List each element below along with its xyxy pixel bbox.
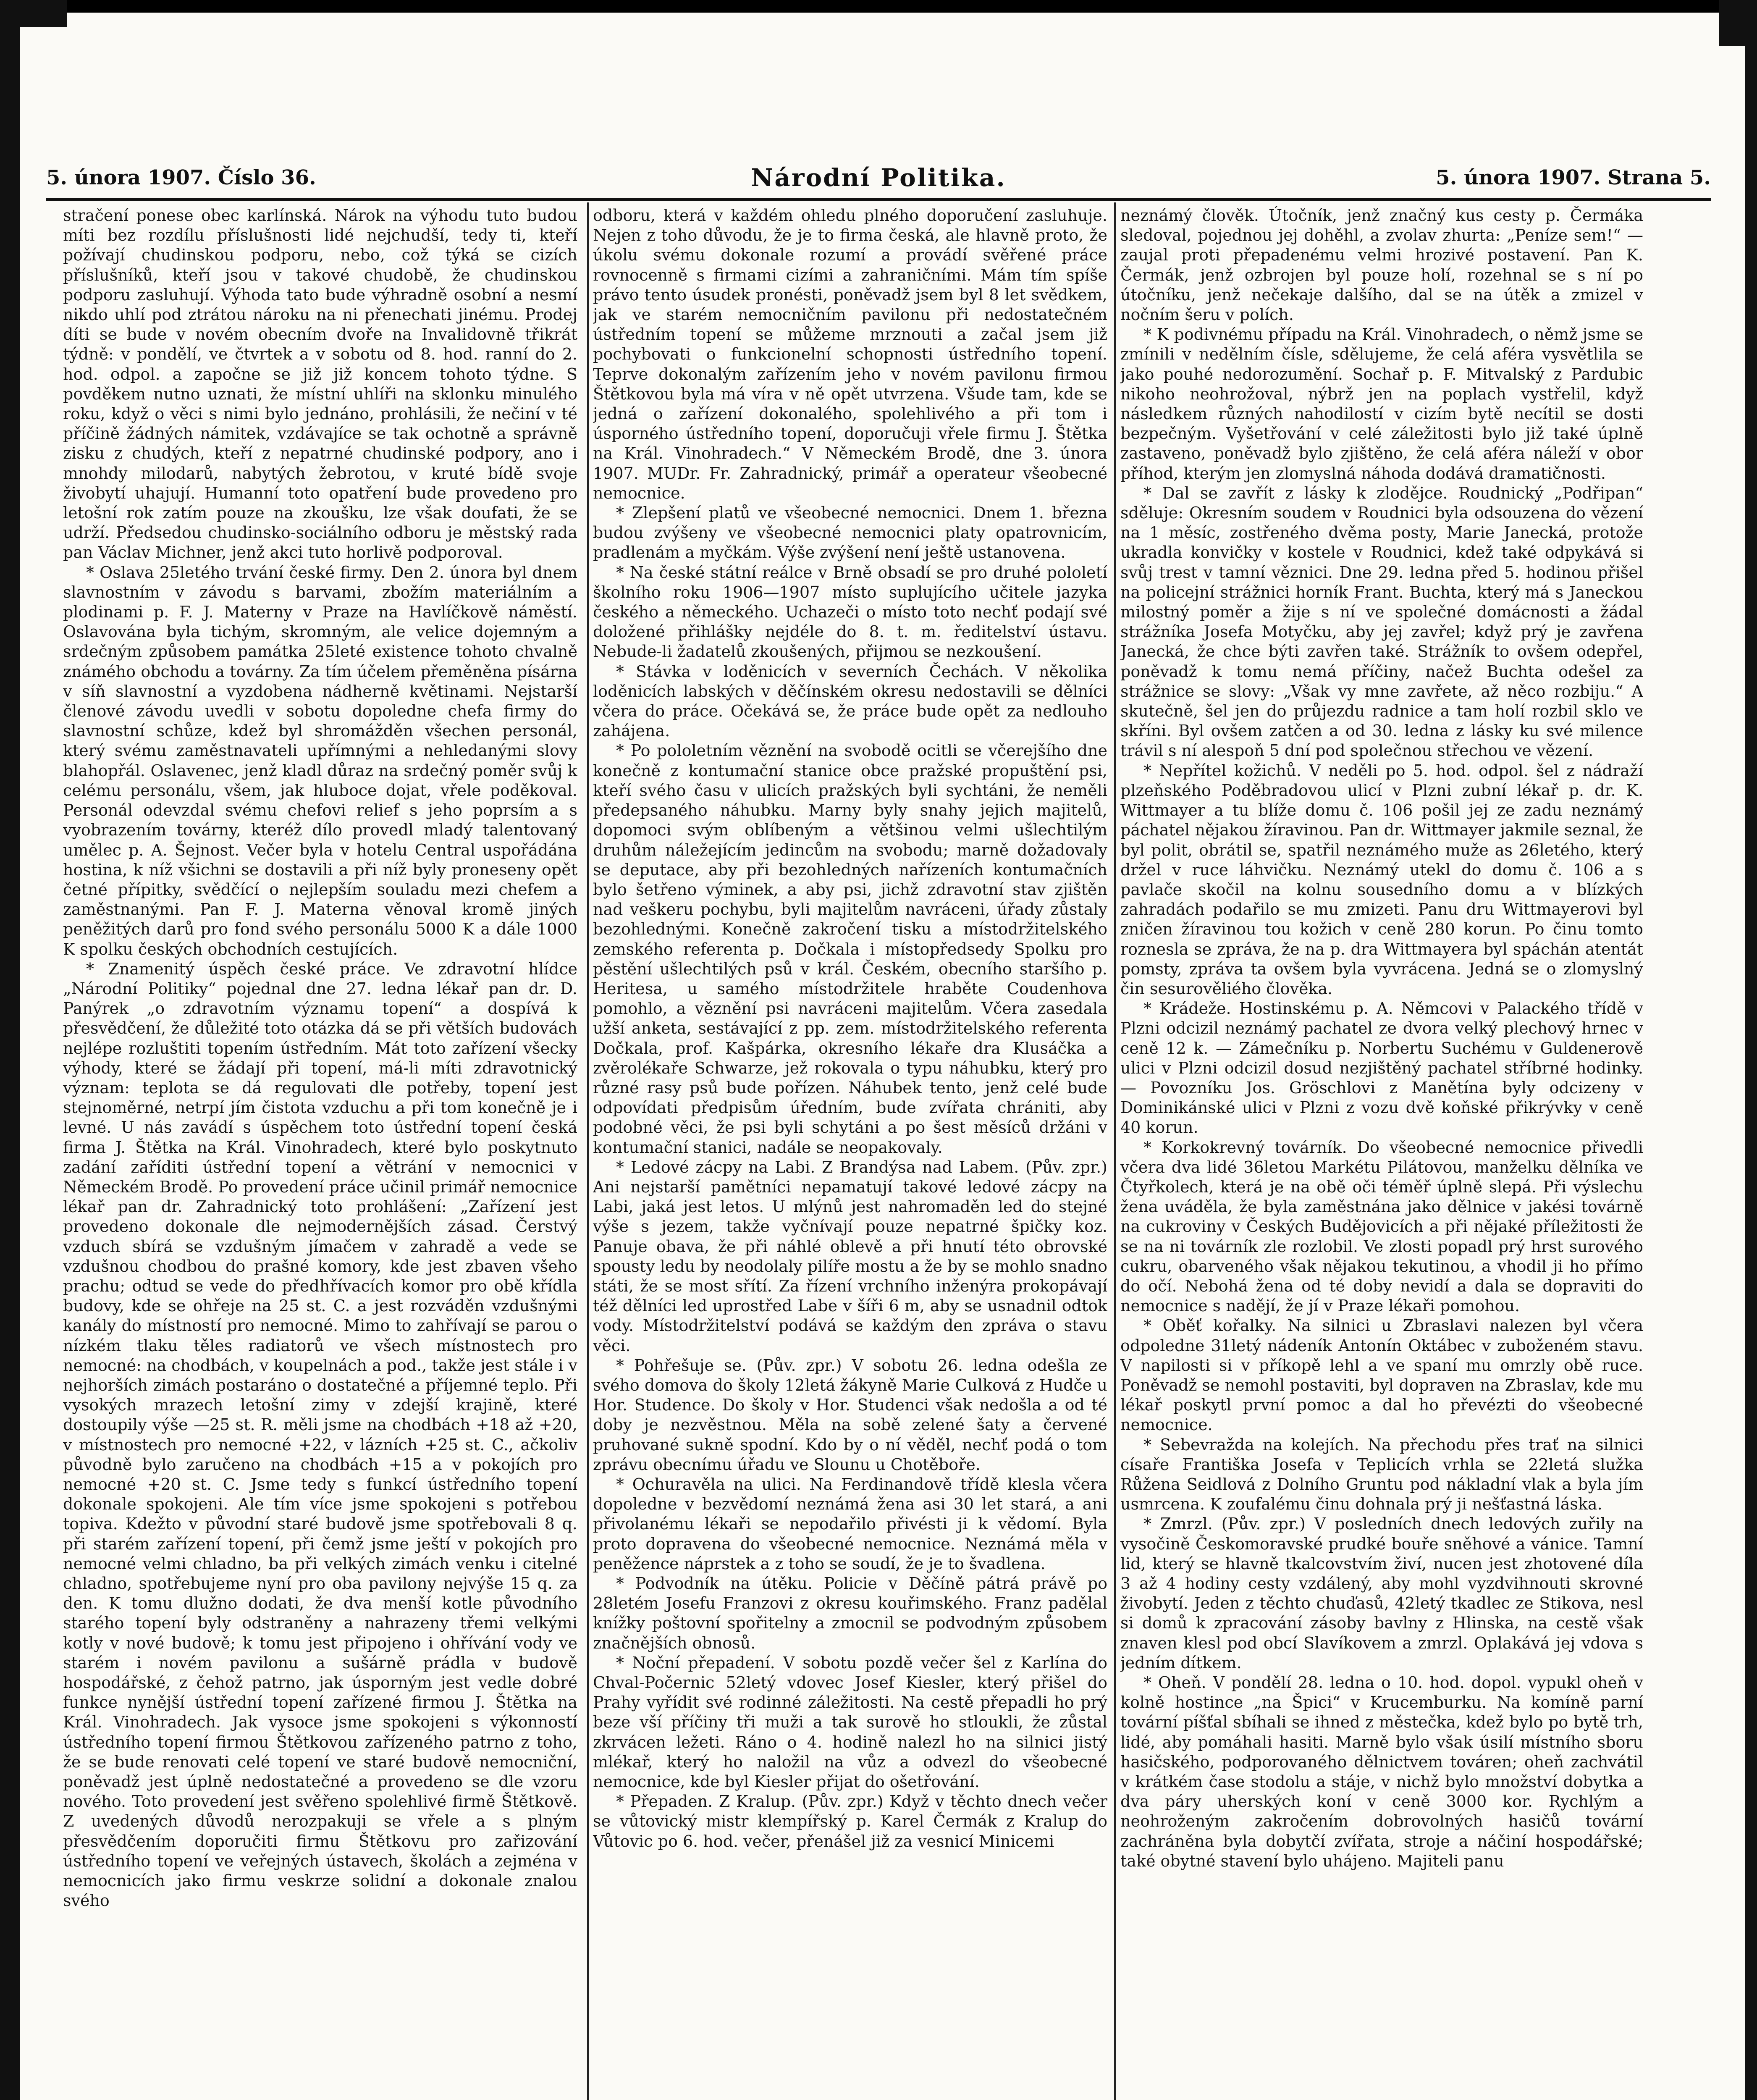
article-paragraph: * Noční přepadení. V sobotu pozdě večer šel z Karlína do Chval-Počernic 52letý vdovec Josef Kiesler, který přišel do Prahy vyřídit své rodinné záležitosti. Na cestě přepadli ho prý beze vší příčiny tři muži a tak surově ho stloukli, že zůstal zkrvácen ležeti. Ráno o 4. hodině nalezl ho na silnici jistý mlékař, který ho naložil na vůz a odvezl do všeobecné nemocnice, kde byl Kiesler přijat do ošetřování. bbox=[593, 1653, 1107, 1791]
scan-corner-mark bbox=[0, 0, 67, 27]
article-paragraph: odboru, která v každém ohledu plného doporučení zasluhuje. Nejen z toho důvodu, že je to firma česká, ale hlavně proto, že úkolu svému dokonale rozumí a provádí svěřené práce rovnocenně s firmami cizími a zahraničními. Mám tím spíše právo tento úsudek pronésti, poněvadž jsem byl 8 let svědkem, jak ve starém nemocničním pavilonu při nedostatečném ústředním topení se můžeme mrznouti a začal jsem již pochybovati o funkcionelní schopnosti ústředního topení. Teprve dokonalým zařízením jeho v novém pavilonu firmou Štětkovou byla má víra v ně opět utvrzena. Všude tam, kde se jedná o zařízení dokonalého, spolehlivého a při tom i úsporného ústředního topení, doporučuji vřele firmu J. Štětka na Král. Vinohradech.“ V Německém Brodě, dne 3. února 1907. MUDr. Fr. Zahradnický, primář a operateur všeobecné nemocnice. bbox=[593, 206, 1107, 502]
header-rule bbox=[46, 198, 1711, 201]
article-paragraph: * K podivnému případu na Král. Vinohradech, o němž jsme se zmínili v nedělním čísle, sdělujeme, že celá aféra vysvětlila se jako pouhé nedorozumění. Sochař p. F. Mitvalský z Pardubic nikoho neohrožoval, nýbrž jen na poplach vystřelil, když následkem různých nahodilostí v cizím bytě necítil se dosti bezpečným. Vyšetřování v celé záležitosti bylo již také úplně zastaveno, poněvadž bylo zjištěno, že celá aféra náleží v obor příhod, kterým jen zlomyslná náhoda dodává dramatičnosti. bbox=[1120, 325, 1643, 483]
article-paragraph: * Pohřešuje se. (Pův. zpr.) V sobotu 26. ledna odešla ze svého domova do školy 12letá žákyně Marie Culková z Hudče u Hor. Studence. Do školy v Hor. Studenci však nedošla a od té doby je nezvěstnou. Měla na sobě zelené šaty a červené pruhované sukně spodní. Kdo by o ní věděl, nechť podá o tom zprávu obecnímu úřadu ve Slounu u Chotěboře. bbox=[593, 1356, 1107, 1474]
article-paragraph: * Stávka v loděnicích v severních Čechách. V několika loděnicích labských v děčínském okresu nedostavili se dělníci včera do práce. Očekává se, že práce bude opět za nedlouho zahájena. bbox=[593, 662, 1107, 740]
scan-border-left bbox=[0, 0, 20, 2100]
article-paragraph: * Znamenitý úspěch české práce. Ve zdravotní hlídce „Národní Politiky“ pojednal dne 27. ledna lékař pan dr. D. Panýrek „o zdravotním významu topení“ a dospívá k přesvědčení, že důležité toto otázka dá se při větších budovách nejlépe rozluštiti topením ústředním. Mát toto zařízení všecky výhody, které se žádají při topení, má-li míti zdravotnický význam: teplota se dá regulovati dle potřeby, topení jest stejnoměrné, netrpí jím čistota vzduchu a při tom konečně je i levné. U nás zavádí s úspěchem toto ústřední topení česká firma J. Štětka na Král. Vinohradech, které bylo poskytnuto zadání zaříditi ústřední topení a větrání v nemocnici v Německém Brodě. Po provedení práce učinil primář nemocnice lékař pan dr. Zahradnický toto prohlášení: „Zařízení jest provedeno dokonale dle nejmodernějších zásad. Čerstvý vzduch sbírá se vzdušným jímačem v zahradě a vede se vzdušnou chodbou do prašné komory, kde jest zbaven všeho prachu; odtud se vede do předhřívacích komor pro obě křídla budovy, kde se ohřeje na 25 st. C. a jest rozváděn vzdušnými kanály do místností pro nemocné. Mimo to zahřívají se parou o nízkém tlaku těles radiatorů ve všech místnostech pro nemocné: na chodbách, v koupelnách a pod., takže jest stále i v nejhorších zimách postaráno o dostatečné a příjemné teplo. Při vysokých mrazech letošní zimy v zdejší krajině, které dostoupily výše —25 st. R. měli jsme na chodbách +18 až +20, v místnostech pro nemocné +22, v lázních +25 st. C., ačkoliv původně bylo zaručeno na chodbách +15 a v pokojích pro nemocné +20 st. C. Jsme tedy s funkcí ústředního topení dokonale spokojeni. Ale tím více jsme spokojeni s potřebou topiva. Kdežto v původní staré budově jsme spotřebovali 8 q. při starém zařízení topení, při čemž jsme ještí v pokojích pro nemocné velmi chladno, ba při velkých zimách venku i citelné chladno, spotřebujeme nyní pro oba pavilony nejvýše 15 q. za den. K tomu dlužno dodati, že dva menší kotle původního starého topení byly odstraněny a nahrazeny třemi velkými kotly v nové budově; k tomu jest připojeno i ohřívání vody ve starém i novém pavilonu a sušárně prádla v budově hospodářské, z čehož patrno, jak úsporným jest vedle dobré funkce nynější ústřední topení zařízené firmou J. Štětka na Král. Vinohradech. Jak vysoce jsme spokojeni s výkonností ústředního topení firmou Štětkovou zařízeného patrno z toho, že se bude renovati celé topení ve staré budově nemocniční, poněvadž jest úplně nedostatečné a provedeno se dle vzoru nového. Toto provedení jest svěřeno spolehlivé firmě Štětkově. Z uvedených důvodů nerozpakuji se vřele a s plným přesvědčením doporučiti firmu Štětkovu pro zařizování ústředního topení ve veřejných ústavech, školách a zejména v nemocnicích jako firmu veskrze solidní a dokonale znalou svého bbox=[63, 959, 577, 1910]
article-paragraph: * Sebevražda na kolejích. Na přechodu přes trať na silnici císaře Františka Josefa v Teplicích vrhla se 22letá služka Růžena Seidlová z Dolního Gruntu pod nákladní vlak a byla jím usmrcena. K zoufalému činu dohnala prý ji nešťastná láska. bbox=[1120, 1435, 1643, 1514]
article-paragraph: * Oslava 25letého trvání české firmy. Den 2. února byl dnem slavnostním v závodu s barvami, zbožím materiálním a plodinami p. F. J. Materny v Praze na Havlíčkově náměstí. Oslavována byla tichým, skromným, ale velice dojemným a srdečným způsobem památka 25leté existence tohoto chvalně známého obchodu a továrny. Za tím účelem přeměněna písárna v síň slavnostní a vyzdobena nádherně květinami. Nejstarší členové závodu uvedli v sobotu dopoledne chefa firmy do slavnostní schůze, kdež byl shromážděn všechen personál, který svému zaměstnavateli upřímnými a nehledanými slovy blahopřál. Oslavenec, jenž kladl důraz na srdečný poměr svůj k celému personálu, všem, jak hluboce dojat, vřele poděkoval. Personál odevzdal svému chefovi relief s jeho poprsím a s vyobrazením továrny, kteréž dílo provedl mladý talentovaný umělec p. A. Šejnost. Večer byla v hotelu Central uspořádána hostina, k níž všichni se dostavili a při níž byly proneseny opět četné přípitky, svědčící o nejlepším souladu mezi chefem a zaměstnanými. Pan F. J. Materna věnoval kromě jiných peněžitých darů pro fond svého personálu 5000 K a dále 1000 K spolku českých obchodních cestujících. bbox=[63, 563, 577, 958]
article-paragraph: * Přepaden. Z Kralup. (Pův. zpr.) Když v těchto dnech večer se vůtovický mistr klempířský p. Karel Čermák z Kralup do Vůtovic po 6. hod. večer, přenášel již za vesnicí Minicemi bbox=[593, 1792, 1107, 1851]
header-date-page: 5. února 1907. Strana 5. bbox=[1436, 166, 1711, 189]
article-paragraph: * Krádeže. Hostinskému p. A. Němcovi v Palackého třídě v Plzni odcizil neznámý pachatel ze dvora velký plechový hrnec v ceně 12 k. — Zámečníku p. Norbertu Suchému v Guldenerově ulici v Plzni odcizil dosud nezjištěný pachatel stříbrné hodinky. — Povozníku Jos. Gröschlovi z Manětína byly odcizeny v Dominikánské ulici v Plzni z vozu dvě koňské přikrývky v ceně 40 korun. bbox=[1120, 999, 1643, 1137]
column-2 bbox=[593, 206, 1107, 2100]
article-paragraph: * Ochuravěla na ulici. Na Ferdinandově třídě klesla včera dopoledne v bezvědomí neznámá žena asi 30 let stará, a ani přivolanému lékaři se nepodařilo přivésti ji k vědomí. Byla proto dopravena do všeobecné nemocnice. Neznámá měla v peněžence náprstek a z toho se soudí, že je to švadlena. bbox=[593, 1475, 1107, 1573]
article-paragraph: neznámý člověk. Útočník, jenž značný kus cesty p. Čermáka sledoval, pojednou jej dohěhl, a zvolav zhurta: „Peníze sem!“ — zaujal proti přepadenému velmi hrozivé postavení. Pan K. Čermák, jenž ozbrojen byl pouze holí, rozehnal se s ní po útočníku, jenž nečekaje dalšího, dal se na útěk a zmizel v nočním šeru v polích. bbox=[1120, 206, 1643, 324]
article-paragraph: * Oběť kořalky. Na silnici u Zbraslavi nalezen byl včera odpoledne 31letý nádeník Antonín Oktábec v zuboženém stavu. V napilosti si v příkopě lehl a ve spaní mu omrzly obě ruce. Poněvadž se nemohl postaviti, byl dopraven na Zbraslav, kde mu lékař poskytl první pomoc a dal ho převézti do všeobecné nemocnice. bbox=[1120, 1316, 1643, 1434]
article-paragraph: * Oheň. V pondělí 28. ledna o 10. hod. dopol. vypukl oheň v kolně hostince „na Špici“ v Krucemburku. Na komíně parní tovární píšťal sbíhali se ihned z městečka, kdež bylo po bytě trh, lidé, aby pomáhali hasiti. Marně bylo však úsilí místního sboru hasičského, podporovaného dělnictvem továren; oheň zachvátil v krátkém čase stodolu a stáje, v nichž bylo množství dobytka a dva páry uherských koní v ceně 3000 kor. Rychlým a neohroženým zakročením dobrovolných hasičů tovární zachráněna byla dobytčí zvířata, stroje a náčiní hospodářské; také obytné stavení bylo uhájeno. Majiteli panu bbox=[1120, 1673, 1643, 1870]
article-paragraph: * Ledové zácpy na Labi. Z Brandýsa nad Labem. (Pův. zpr.) Ani nejstarší pamětníci nepamatují takové ledové zácpy na Labi, jaká jest letos. U mlýnů jest nahromaděn led do stejné výše s jezem, takže vyčnívají pouze nepatrné špičky koz. Panuje obava, že při náhlé oblevě a při hnutí této obrovské spousty ledu by neodolaly pilíře mostu a že by se mohlo snadno státi, že se most sřítí. Za řízení vrchního inženýra prokopávají též dělníci led uprostřed Labe v šíři 6 m, aby se usnadnil odtok vody. Místodržitelství podává se každým den zpráva o stavu věci. bbox=[593, 1158, 1107, 1355]
article-paragraph: * Zmrzl. (Pův. zpr.) V posledních dnech ledových zuřily na vysočině Českomoravské prudké bouře sněhové a vánice. Tamní lid, který se hlavně tkalcovstvím živí, nucen jest zhotovené díla 3 až 4 hodiny cesty vzdálený, aby mohl vyzdvihnouti skrovné živobytí. Jeden z těchto chuďasů, 42letý tkadlec ze Stikova, nesl si domů k zpracování zásoby bavlny z Hlinska, na cestě však znaven klesl pod obcí Slavíkovem a zmrzl. Oplakává jej vdova s jedním dítkem. bbox=[1120, 1515, 1643, 1672]
article-paragraph: * Nepřítel kožichů. V neděli po 5. hod. odpol. šel z nádraží plzeňského Poděbradovou ulicí v Plzni zubní lékař p. dr. K. Wittmayer a tu blíže domu č. 106 pošil jej ze zadu neznámý páchatel nějakou žíravinou. Pan dr. Wittmayer jakmile seznal, že byl polit, obrátil se, spatřil neznámého muže as 26letého, který držel v ruce láhvičku. Neznámý utekl do domu č. 106 a s pavlače skočil na kolnu sousedního domu a v blízkých zahradách podařilo se mu zmizeti. Panu dru Wittmayerovi byl zničen žíravinou tou kožich v ceně 280 korun. Po činu tomto roznesla se zpráva, že na p. dra Wittmayera byl spáchán atentát pomsty, zpráva ta ovšem byla vyvrácena. Jedná se o zlomyslný čin sesurověliého člověka. bbox=[1120, 761, 1643, 998]
masthead-title: Národní Politika. bbox=[751, 163, 1006, 192]
scan-corner-mark bbox=[1719, 0, 1757, 46]
article-paragraph: * Po pololetním věznění na svobodě ocitli se včerejšího dne konečně z kontumační stanice obce pražské propuštění psi, kteří svého času v ulicích pražských byli sychtáni, že neměli předepsaného náhubku. Marny byly snahy jejich majitelů, dopomoci svým oblíbeným a většinou velmi ušlechtilým druhům náležejícím jedincům na svobodu; marně dožadovaly se deputace, aby při bezohledných nařízeních kontumačních bylo šetřeno výminek, a aby psi, jichž zdravotní stav zjištěn nad veškeru pochybu, byli majitelům navráceni, úřady zůstaly bezohlednými. Konečně zakročení tisku a místodržitelského zemského referenta p. Dočkala i místopředsedy Spolku pro pěstění ušlechtilých psů v král. Českém, obecního staršího p. Heritesa, u samého místodržitele hraběte Coudenhova pomohlo, a věznění psi navráceni majitelům. Včera zasedala užší anketa, sestávající z pp. zem. místodržitelského referenta Dočkala, prof. Kašpárka, okresního lékaře dra Klusáčka a zvěrolékaře Schwarze, jež rokovala o typu náhubku, který pro různé rasy psů bude pořízen. Náhubek tento, jenž celé bude odpovídati předpisům úředním, bude zvířata chrániti, aby podobné věci, že psi byli schytáni a po šest měsíců držáni v kontumační stanici, nadále se neopakovaly. bbox=[593, 741, 1107, 1157]
article-paragraph: * Na české státní reálce v Brně obsadí se pro druhé pololetí školního roku 1906—1907 místo suplujícího učitele jazyka českého a německého. Uchazeči o místo toto nechť podají své doložené přihlášky nejdéle do 8. t. m. ředitelství ústavu. Nebude-li žadatelů zkoušených, přijmou se nezkoušení. bbox=[593, 563, 1107, 661]
column-divider bbox=[1114, 202, 1116, 2100]
column-1 bbox=[63, 206, 577, 2100]
scan-border-right bbox=[1745, 0, 1757, 2100]
column-divider bbox=[587, 202, 589, 2100]
page-header bbox=[46, 163, 1711, 195]
header-date-issue: 5. února 1907. Číslo 36. bbox=[46, 166, 316, 189]
article-paragraph: * Korkokrevný továrník. Do všeobecné nemocnice přivedli včera dva lidé 36letou Markétu Pilátovou, manželku dělníka ve Čtyřkolech, která je na obě oči téměř úplně slepá. Při výslechu žena uváděla, že byla zaměstnána jako dělnice v jakési továrně na cukroviny v Českých Budějovicích a při nějaké příležitosti že se na ni továrník zle rozlobil. Ve zlosti popadl prý hrst surového cukru, obarveného však nějakou tekutinou, a vhodil ji ho přímo do očí. Nebohá žena od té doby nevidí a dala se dopraviti do nemocnice s nadějí, že jí v Praze lékaři pomohou. bbox=[1120, 1138, 1643, 1315]
article-paragraph: * Zlepšení platů ve všeobecné nemocnici. Dnem 1. března budou zvýšeny ve všeobecné nemocnici platy opatrovnicím, pradlenám a myčkám. Výše zvýšení není ještě ustanovena. bbox=[593, 504, 1107, 562]
column-3 bbox=[1120, 206, 1643, 2100]
scan-border-top bbox=[0, 0, 1757, 13]
article-paragraph: * Podvodník na útěku. Policie v Děčíně pátrá právě po 28letém Josefu Franzovi z okresu kouřimského. Franz padělal knížky poštovní spořitelny a zmocnil se podvodným způsobem značnějších obnosů. bbox=[593, 1574, 1107, 1652]
article-paragraph: stračení ponese obec karlínská. Nárok na výhodu tuto budou míti bez rozdílu příslušnosti lidé nejchudší, tedy ti, kteří požívají chudinskou podporu, nebo, což týká se cizích příslušníků, kteří jsou v takové chudobě, že chudinskou podporu zasluhují. Výhoda tato bude výhradně osobní a nesmí nikdo uhlí pod ztrátou nároku na ni přenechati jinému. Prodej díti se bude v novém obecním dvoře na Invalidovně třikrát týdně: v pondělí, ve čtvrtek a v sobotu od 8. hod. ranní do 2. hod. odpol. a započne se již již koncem tohoto týdne. S povděkem nutno uznati, že místní uhlíři na sklonku minulého roku, když o věci s nimi bylo jednáno, prohlásili, že nečiní v té příčině žádných námitek, vzdávajíce se tak ochotně a správně zisku z chudých, kteří z nepatrné chudinské podpory, ano i mnohdy milodarů, nabytých žebrotou, v kruté bídě svoje živobytí uhajují. Humanní toto opatření bude provedeno pro letošní rok zatím pouze na zkoušku, lze však doufati, že se udrží. Předsedou chudinsko-sociálního odboru je městský rada pan Václav Michner, jenž akci tuto horlivě podporoval. bbox=[63, 206, 577, 562]
article-paragraph: * Dal se zavřít z lásky k zlodějce. Roudnický „Podřipan“ sděluje: Okresním soudem v Roudnici byla odsouzena do vězení na 1 měsíc, zostřeného dvěma posty, Marie Janecká, protože ukradla konvičky v kostele v Roudnici, kdež také odpykává si svůj trest v tamní věznici. Dne 29. ledna před 5. hodinou přišel na policejní strážnici horník Frant. Buchta, který má s Janeckou milostný poměr a žije s ní ve společné domácnosti a žádal strážníka Josefa Motyčku, aby jej zavřel; když prý je zavřena Janecká, že chce býti zavřen také. Strážník to ovšem odepřel, poněvadž k tomu nemá příčiny, načež Buchta odešel za strážnice se slovy: „Však vy mne zavřete, až něco rozbiju.“ A skutečně, šel jen do průjezdu radnice a tam holí rozbil sklo ve skříni. Byl ovšem zatčen a od 30. ledna z lásky ku své milence trávil s ní alespoň 5 dní pod společnou střechou ve vězení. bbox=[1120, 483, 1643, 760]
